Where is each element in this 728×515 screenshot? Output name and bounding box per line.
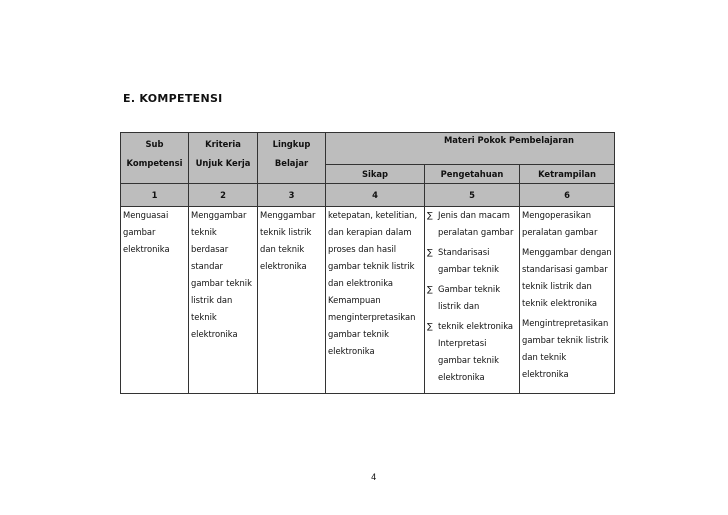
header-row [121, 133, 615, 165]
header-materi-pokok: Materi Pokok Pembelajaran [326, 133, 615, 165]
cell-line: teknik listrik dan [522, 281, 592, 291]
cell-line: gambar [123, 227, 156, 237]
cell-line: teknik [191, 312, 217, 322]
cell-lingkup [258, 207, 326, 394]
cell-sub-kompetensi [121, 207, 189, 394]
sigma-bullet-icon: ∑ [427, 247, 433, 257]
section-heading: E. KOMPETENSI [123, 92, 223, 105]
cell-line: listrik dan [438, 301, 480, 311]
cell-line: elektronika [260, 261, 307, 271]
header-label: Belajar [274, 158, 309, 168]
cell-line: Mengoperasikan [522, 210, 592, 220]
cell-line: peralatan gambar [522, 227, 598, 237]
header-pengetahuan: Pengetahuan [425, 165, 520, 184]
header-kriteria [189, 133, 258, 184]
cell-line: elektronika [191, 329, 238, 339]
cell-line: Mengintrepretasikan [522, 318, 609, 328]
header-label: Lingkup [272, 139, 311, 149]
competency-table [120, 132, 615, 394]
cell-line: Menggambar [191, 210, 247, 220]
cell-line: gambar teknik listrik [328, 261, 415, 271]
header-sikap: Sikap [326, 165, 425, 184]
cell-line: elektronika [328, 346, 375, 356]
header-label: Kriteria [205, 139, 241, 149]
cell-line: gambar teknik [438, 355, 499, 365]
sigma-bullet-icon: ∑ [427, 284, 433, 294]
header-label: Kompetensi [126, 158, 183, 168]
bullet-item [427, 207, 517, 241]
cell-line: gambar teknik [328, 329, 389, 339]
header-lingkup [258, 133, 326, 184]
bullet-item [427, 318, 517, 386]
sigma-bullet-icon: ∑ [427, 321, 433, 331]
header-sub-kompetensi [121, 133, 189, 184]
column-number: 4 [326, 184, 425, 207]
cell-line: teknik [191, 227, 217, 237]
cell-line: proses dan hasil [328, 244, 397, 254]
cell-line: Interpretasi [438, 338, 487, 348]
cell-line: dan kerapian dalam [328, 227, 412, 237]
cell-line: standar [191, 261, 223, 271]
cell-sikap [326, 207, 425, 394]
cell-line: listrik dan [191, 295, 233, 305]
bullet-item [427, 281, 517, 315]
cell-line: elektronika [522, 369, 569, 379]
cell-line: Menggambar dengan [522, 247, 612, 257]
cell-pengetahuan [425, 207, 520, 394]
cell-line: dan teknik [522, 352, 567, 362]
column-number: 1 [121, 184, 189, 207]
cell-line: elektronika [438, 372, 485, 382]
header-label: Sub [145, 139, 164, 149]
column-number: 6 [520, 184, 615, 207]
cell-line: menginterpretasikan [328, 312, 416, 322]
cell-kriteria [189, 207, 258, 394]
header-ketrampilan: Ketrampilan [520, 165, 615, 184]
cell-line: Kemampuan [328, 295, 381, 305]
header-label: Unjuk Kerja [195, 158, 251, 168]
cell-line: teknik listrik [260, 227, 312, 237]
cell-line: peralatan gambar [438, 227, 514, 237]
cell-line: berdasar [191, 244, 229, 254]
cell-line: Standarisasi [438, 247, 490, 257]
table-row [121, 207, 615, 394]
cell-line: ketepatan, ketelitian, [328, 210, 418, 220]
cell-line: teknik elektronika [522, 298, 598, 308]
cell-ketrampilan [520, 207, 615, 394]
cell-line: elektronika [123, 244, 170, 254]
column-number: 5 [425, 184, 520, 207]
cell-line: Menguasai [123, 210, 169, 220]
column-number: 3 [258, 184, 326, 207]
sigma-bullet-icon: ∑ [427, 210, 433, 220]
cell-line: Menggambar [260, 210, 316, 220]
cell-line: standarisasi gambar [522, 264, 608, 274]
cell-line: dan teknik [260, 244, 305, 254]
cell-line: Jenis dan macam [438, 210, 510, 220]
cell-line: gambar teknik [438, 264, 499, 274]
cell-line: Gambar teknik [438, 284, 501, 294]
page-number: 4 [371, 473, 377, 483]
bullet-item [427, 244, 517, 278]
cell-line: dan elektronika [328, 278, 394, 288]
column-number-row [121, 184, 615, 207]
cell-line: gambar teknik [191, 278, 252, 288]
cell-line: gambar teknik listrik [522, 335, 609, 345]
cell-line: teknik elektronika [438, 321, 514, 331]
column-number: 2 [189, 184, 258, 207]
